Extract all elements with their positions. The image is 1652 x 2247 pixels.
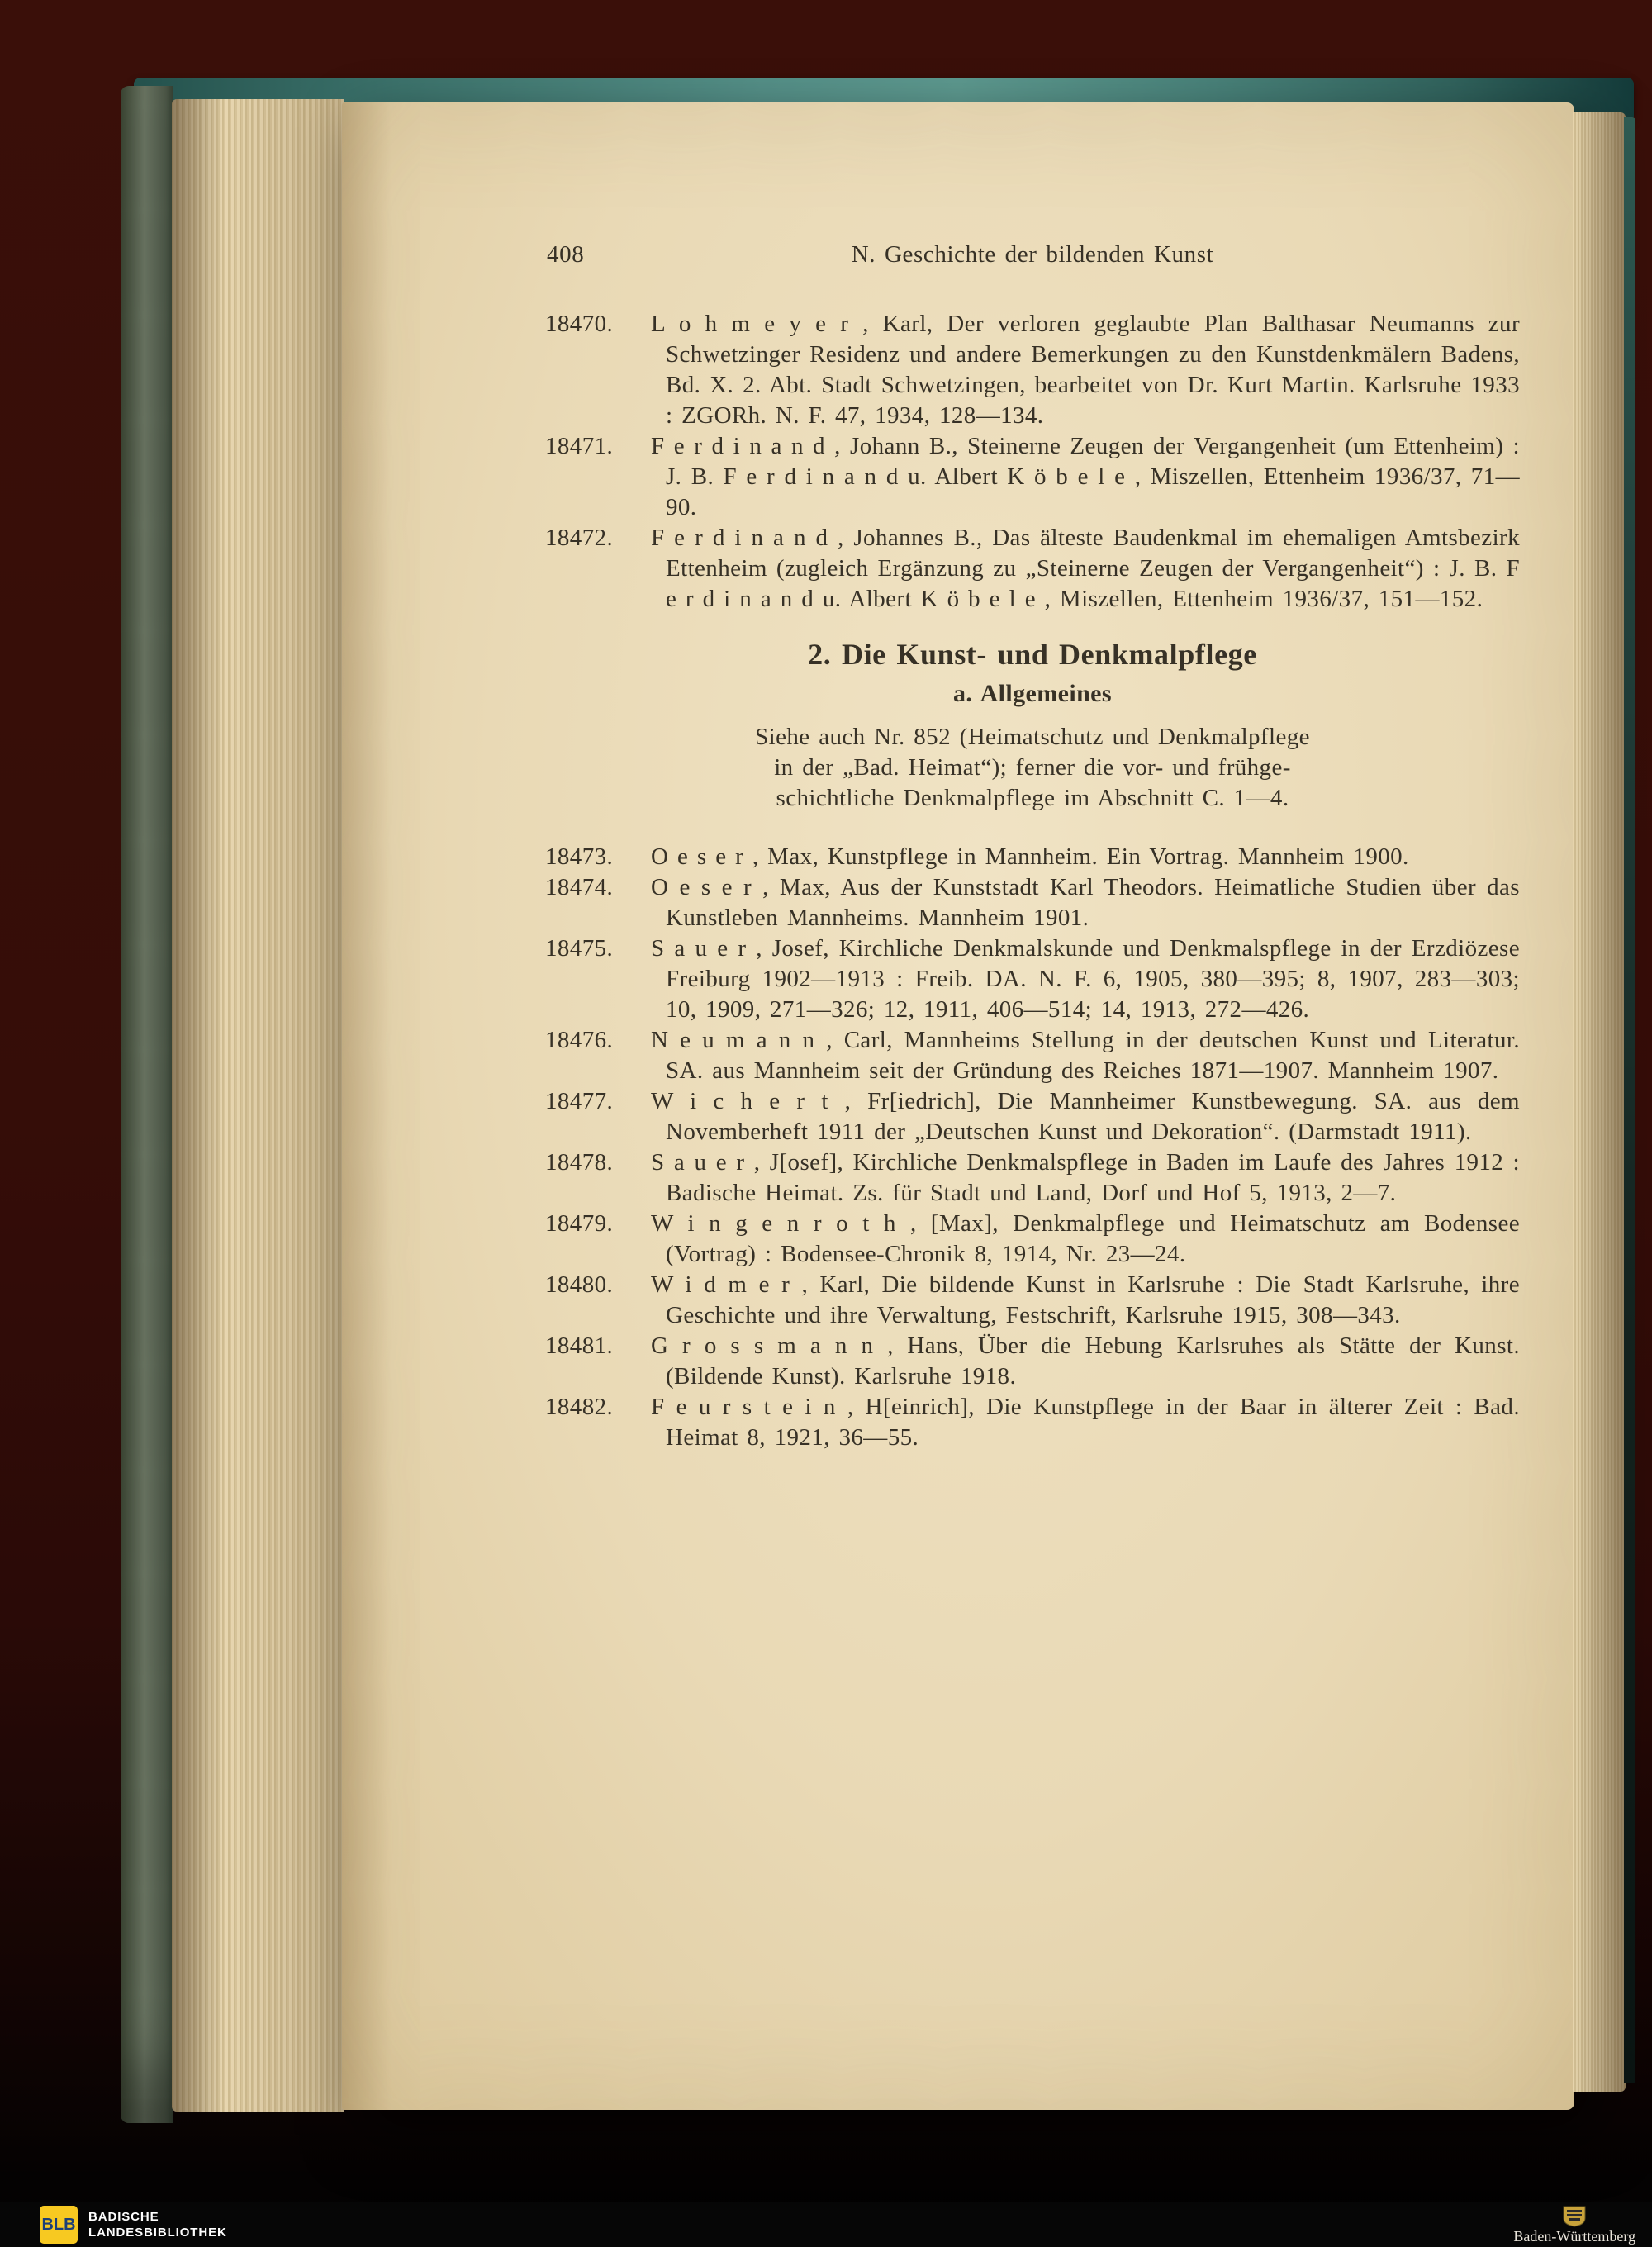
entry-number: 18472. bbox=[545, 525, 614, 551]
bibliography-entry bbox=[545, 1392, 1520, 1453]
bibliography-entry bbox=[545, 1331, 1520, 1392]
book-cover-right-edge bbox=[1624, 117, 1635, 2083]
library-name-line1: BADISCHE bbox=[88, 2210, 159, 2224]
entry-text: F e r d i n a n d , Johann B., Steinerne Zeugen der Vergangenheit (um Ettenheim) : J. B. F e r d i n a n d u. Albert K ö b e l e , Miszellen, Ettenheim 1936/37, 71—90. bbox=[651, 433, 1520, 520]
bibliography-content bbox=[545, 309, 1520, 1453]
page-stack-left bbox=[172, 99, 344, 2112]
entry-number: 18476. bbox=[545, 1027, 614, 1053]
entry-text: W i n g e n r o t h , [Max], Denkmalpflege und Heimatschutz am Bodensee (Vortrag) : Bodensee-Chronik 8, 1914, Nr. 23—24. bbox=[651, 1210, 1520, 1267]
bibliography-entry bbox=[545, 1270, 1520, 1331]
bibliography-entry bbox=[545, 872, 1520, 933]
coat-of-arms-icon bbox=[1562, 2206, 1587, 2227]
entry-text: O e s e r , Max, Aus der Kunststadt Karl Theodors. Heimatliche Studien über das Kunstleben Mannheims. Mannheim 1901. bbox=[651, 874, 1520, 931]
blb-logo bbox=[40, 2206, 227, 2244]
bibliography-entry bbox=[545, 1025, 1520, 1086]
entry-text: S a u e r , Josef, Kirchliche Denkmalskunde und Denkmalspflege in der Erzdiözese Freiburg 1902—1913 : Freib. DA. N. F. 6, 1905, 380—395; 8, 1907, 283—303; 10, 1909, 271—326; 12, 1911, 406—514; 14, 1913, 272—426. bbox=[651, 935, 1520, 1023]
bibliography-entry bbox=[545, 933, 1520, 1025]
bibliography-entry bbox=[545, 309, 1520, 431]
bibliography-entry bbox=[545, 523, 1520, 615]
entry-number: 18475. bbox=[545, 935, 614, 962]
entry-text: O e s e r , Max, Kunstpflege in Mannheim. Ein Vortrag. Mannheim 1900. bbox=[651, 843, 1409, 870]
bibliography-entry bbox=[545, 431, 1520, 523]
entry-text: N e u m a n n , Carl, Mannheims Stellung in der deutschen Kunst und Literatur. SA. aus Mannheim seit der Gründung des Reiches 1871—1907. Mannheim 1907. bbox=[651, 1027, 1520, 1084]
baden-wuerttemberg-mark bbox=[1513, 2206, 1635, 2245]
bibliography-entry bbox=[545, 1086, 1520, 1147]
entry-number: 18474. bbox=[545, 874, 614, 900]
page-number: 408 bbox=[547, 241, 585, 268]
entry-number: 18478. bbox=[545, 1149, 614, 1176]
entry-text: S a u e r , J[osef], Kirchliche Denkmalspflege in Baden im Laufe des Jahres 1912 : Badische Heimat. Zs. für Stadt und Land, Dorf und Hof 5, 1913, 2—7. bbox=[651, 1149, 1520, 1206]
section-note-line: in der „Bad. Heimat“); ferner die vor- und frühge- bbox=[774, 754, 1291, 781]
entry-text: L o h m e y e r , Karl, Der verloren geglaubte Plan Balthasar Neumanns zur Schwetzinger Residenz und andere Bemerkungen zu den Kunstdenkmälern Badens, Bd. X. 2. Abt. Stadt Schwetzingen, bearbeitet von Dr. Kurt Martin. Karlsruhe 1933 : ZGORh. N. F. 47, 1934, 128—134. bbox=[651, 311, 1520, 429]
blb-logo-badge: BLB bbox=[40, 2206, 78, 2244]
entry-number: 18471. bbox=[545, 433, 614, 459]
entry-number: 18470. bbox=[545, 311, 614, 337]
entry-text: W i c h e r t , Fr[iedrich], Die Mannheimer Kunstbewegung. SA. aus dem Novemberheft 1911 der „Deutschen Kunst und Dekoration“. (Darmstadt 1911). bbox=[651, 1088, 1520, 1145]
entry-number: 18473. bbox=[545, 843, 614, 870]
entry-text: F e u r s t e i n , H[einrich], Die Kunstpflege in der Baar in älterer Zeit : Bad. Heimat 8, 1921, 36—55. bbox=[651, 1394, 1520, 1451]
bibliography-entry bbox=[545, 842, 1520, 872]
section-note-line: Siehe auch Nr. 852 (Heimatschutz und Denkmalpflege bbox=[755, 724, 1310, 750]
bibliography-entry bbox=[545, 1147, 1520, 1209]
entry-number: 18477. bbox=[545, 1088, 614, 1114]
entry-text: F e r d i n a n d , Johannes B., Das älteste Baudenkmal im ehemaligen Amtsbezirk Ettenheim (zugleich Ergänzung zu „Steinerne Zeugen der Vergangenheit“) : J. B. F e r d i n a n d u. Albert K ö b e l e , Miszellen, Ettenheim 1936/37, 151—152. bbox=[651, 525, 1520, 612]
section-note bbox=[545, 722, 1520, 814]
entry-text: W i d m e r , Karl, Die bildende Kunst in Karlsruhe : Die Stadt Karlsruhe, ihre Geschichte und ihre Verwaltung, Festschrift, Karlsruhe 1915, 308—343. bbox=[651, 1271, 1520, 1328]
footer-bar bbox=[0, 2202, 1652, 2247]
book-cover-left-spine bbox=[121, 86, 173, 2123]
region-label: Baden-Württemberg bbox=[1513, 2228, 1635, 2245]
section-note-line: schichtliche Denkmalpflege im Abschnitt C. 1—4. bbox=[776, 785, 1289, 811]
entry-text: G r o s s m a n n , Hans, Über die Hebung Karlsruhes als Stätte der Kunst. (Bildende Kunst). Karlsruhe 1918. bbox=[651, 1333, 1520, 1390]
entry-number: 18480. bbox=[545, 1271, 614, 1298]
page-stack-right bbox=[1573, 112, 1626, 2092]
running-title: N. Geschichte der bildenden Kunst bbox=[851, 241, 1214, 268]
library-name bbox=[88, 2209, 227, 2240]
section-subtitle: a. Allgemeines bbox=[953, 680, 1112, 707]
entry-number: 18481. bbox=[545, 1333, 614, 1359]
bibliography-entry bbox=[545, 1209, 1520, 1270]
entry-number: 18479. bbox=[545, 1210, 614, 1237]
page-header bbox=[545, 241, 1520, 276]
section-title: 2. Die Kunst- und Denkmalpflege bbox=[808, 638, 1257, 671]
book-page bbox=[342, 102, 1574, 2110]
library-name-line2: LANDESBIBLIOTHEK bbox=[88, 2226, 227, 2240]
entry-number: 18482. bbox=[545, 1394, 614, 1420]
